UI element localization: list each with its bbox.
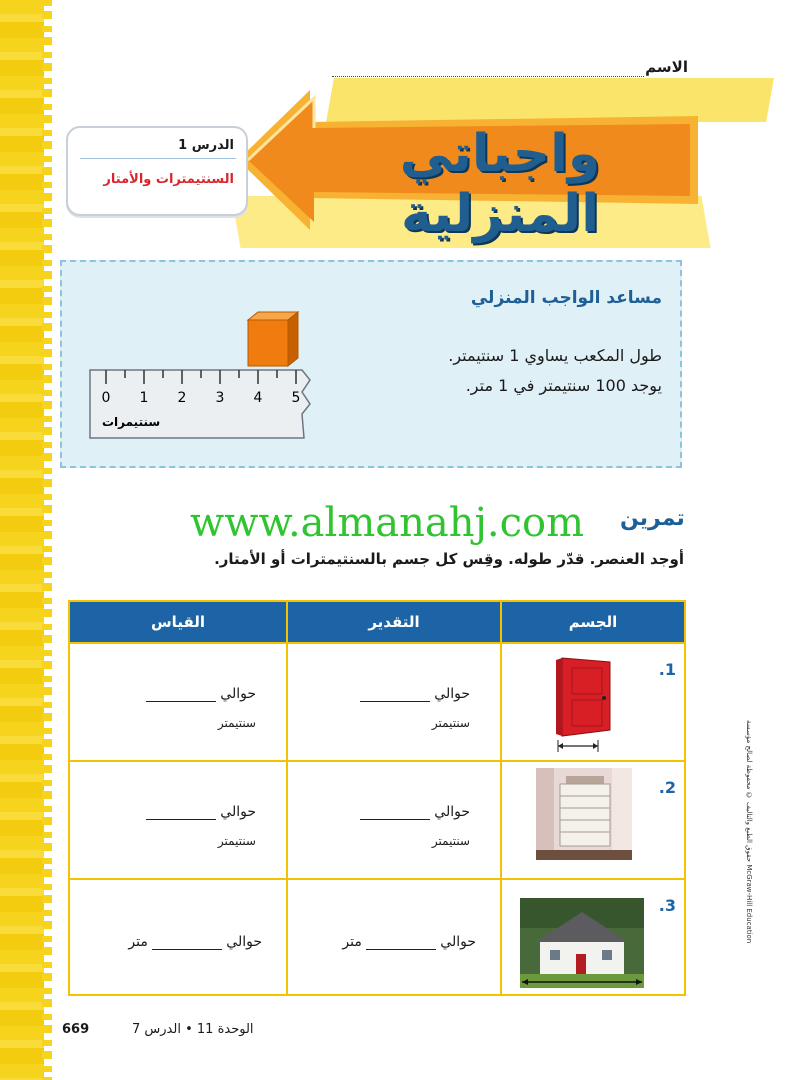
practice-instructions: أوجد العنصر. قدّر طوله. وقِس كل جسم بالسنتيمترات أو الأمتار.: [214, 550, 684, 568]
yellow-paint-strip: [0, 0, 44, 1080]
estimate-unit: متر: [342, 934, 362, 950]
object-cell: [500, 762, 684, 878]
unit-lesson: الوحدة 11 • الدرس 7: [132, 1022, 254, 1037]
estimate-blank[interactable]: [360, 819, 430, 820]
name-line[interactable]: [332, 76, 644, 77]
estimate-approx: حوالي: [360, 804, 470, 820]
lesson-divider: [80, 158, 236, 159]
row-number: 2.: [658, 778, 676, 797]
cube-icon: [248, 312, 298, 366]
table-row: [70, 642, 684, 760]
estimate-blank[interactable]: [360, 701, 430, 702]
red-door-icon: [542, 656, 618, 752]
estimate-approx: حوالي: [360, 686, 470, 702]
ruler-tick-label: 1: [139, 390, 149, 406]
measure-cell[interactable]: [70, 644, 286, 760]
lesson-box: [66, 126, 248, 216]
estimate-approx: حوالي متر: [342, 934, 476, 950]
helper-text-line-1: طول المكعب يساوي 1 سنتيمتر.: [448, 346, 662, 365]
homework-helper-box: [60, 260, 682, 468]
object-cell: [500, 880, 684, 994]
header-estimate: التقدير: [286, 602, 500, 642]
footer: [62, 1022, 254, 1037]
ruler-tick-label: 3: [215, 390, 225, 406]
measure-cell[interactable]: [70, 880, 286, 994]
estimate-blank[interactable]: [366, 949, 436, 950]
ruler-tick-label: 5: [291, 390, 301, 406]
lesson-title: السنتيمترات والأمتار: [103, 172, 234, 187]
measure-cell[interactable]: [70, 762, 286, 878]
copyright-notice: حقوق الطبع والتأليف © محفوظة لصالح مؤسسة McGraw-Hill Education: [745, 720, 753, 944]
measure-blank[interactable]: [146, 701, 216, 702]
measure-unit: سنتيمتر: [217, 834, 256, 848]
row-number: 3.: [658, 896, 676, 915]
estimate-cell[interactable]: [286, 880, 500, 994]
table-header: [70, 602, 684, 642]
header-measure: القياس: [70, 602, 286, 642]
estimate-unit: سنتيمتر: [431, 834, 470, 848]
house-icon: [520, 898, 644, 988]
estimate-cell[interactable]: [286, 762, 500, 878]
measure-blank[interactable]: [152, 949, 222, 950]
helper-text-line-2: يوجد 100 سنتيمتر في 1 متر.: [465, 376, 662, 395]
helper-title: مساعد الواجب المنزلي: [470, 288, 662, 308]
ruler-tick-label: 0: [101, 390, 111, 406]
header-object: الجسم: [500, 602, 684, 642]
dresser-icon: [536, 768, 632, 860]
measure-blank[interactable]: [146, 819, 216, 820]
lesson-number: الدرس 1: [178, 138, 234, 153]
ruler-with-cube: [88, 310, 318, 444]
table-row: [70, 878, 684, 994]
estimate-unit: سنتيمتر: [431, 716, 470, 730]
practice-title: تمرين: [620, 506, 685, 531]
object-cell: [500, 644, 684, 760]
table-row: [70, 760, 684, 878]
page-number: 669: [62, 1022, 90, 1037]
measure-approx: حوالي: [146, 686, 256, 702]
ruler-tick-label: 2: [177, 390, 187, 406]
row-number: 1.: [658, 660, 676, 679]
measurement-table: [68, 600, 686, 996]
ruler-tick-label: 4: [253, 390, 263, 406]
watermark: www.almanahj.com: [190, 500, 585, 546]
measure-unit: سنتيمتر: [217, 716, 256, 730]
ruler-unit-label: سنتيمرات: [102, 415, 161, 429]
measure-approx: حوالي: [146, 804, 256, 820]
page-title: واجباتي المنزلية: [399, 124, 601, 244]
name-label: الاسم: [645, 58, 688, 76]
measure-unit: متر: [128, 934, 148, 950]
estimate-cell[interactable]: [286, 644, 500, 760]
measure-approx: حوالي متر: [128, 934, 262, 950]
